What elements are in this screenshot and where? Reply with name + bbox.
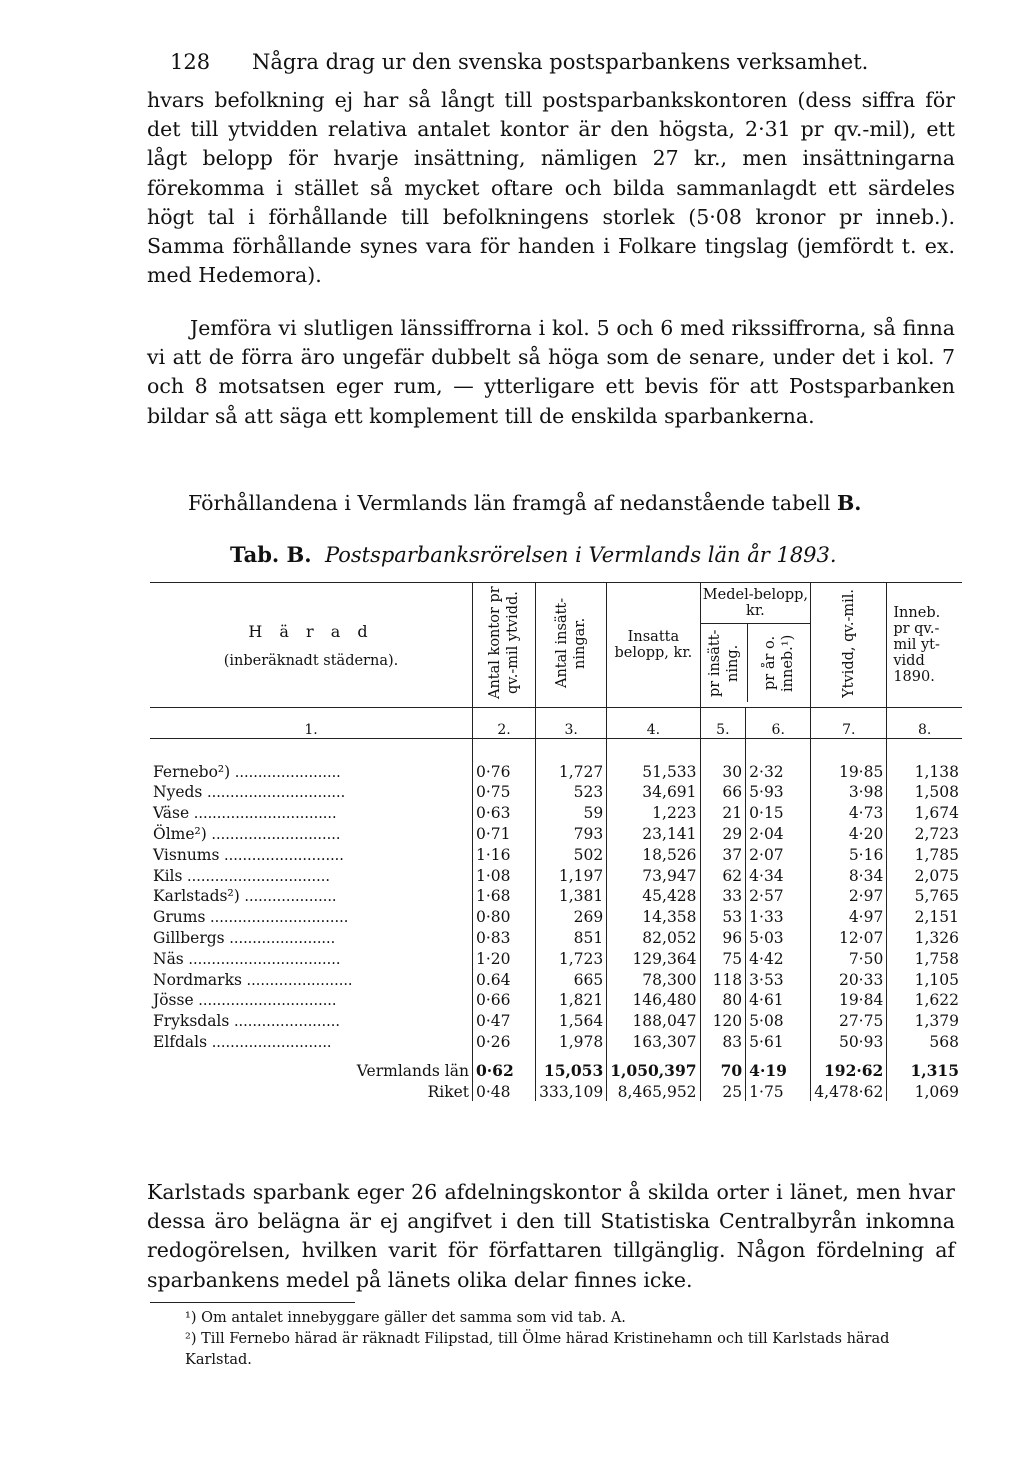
header-medel-label: Medel-belopp, kr. [701,583,811,624]
cell-pr-inneb: 2·04 [746,822,811,843]
cell-ytvidd: 4·73 [811,801,887,822]
header-row [150,583,962,708]
cell-pr-insattning: 70 [700,1051,746,1080]
cell-belopp: 14,358 [607,905,700,926]
harad-name: Karlstads²) .................... [153,887,337,906]
table-caption: Postsparbanksrörelsen i Vermlands län år 1893. [324,543,837,567]
cell-insattningar: 1,564 [536,1009,607,1030]
cell-kontor: 0·62 [472,1051,535,1080]
cell-belopp: 78,300 [607,968,700,989]
cell-ytvidd: 4·20 [811,822,887,843]
cell-inneb-qvmil: 1,379 [887,1009,962,1030]
cell-insattningar: 15,053 [536,1051,607,1080]
cell-kontor: 1·16 [472,843,535,864]
header-harad [150,583,472,708]
cell-ytvidd: 3·98 [811,781,887,802]
header-medel [700,583,811,708]
cell-pr-insattning: 33 [700,885,746,906]
running-title: Några drag ur den svenska postsparbankens verksamhet. [252,50,869,74]
cell-inneb-qvmil: 1,315 [887,1051,962,1080]
cell-insattningar: 851 [536,926,607,947]
cell-inneb-qvmil: 1,758 [887,947,962,968]
col-number: 5. [700,708,746,739]
header-col-2: Antal kontor pr qv.-mil ytvidd. [472,583,535,708]
cell-kontor: 0·66 [472,989,535,1010]
cell-ytvidd: 12·07 [811,926,887,947]
table-intro-ref: B. [836,491,862,515]
cell-belopp: 146,480 [607,989,700,1010]
cell-pr-insattning: 118 [700,968,746,989]
harad-name: Visnums .......................... [153,845,344,864]
cell-pr-insattning: 53 [700,905,746,926]
cell-insattningar: 1,727 [536,760,607,781]
cell-pr-inneb: 4·61 [746,989,811,1010]
cell-ytvidd: 2·97 [811,885,887,906]
header-col-8: Inneb. pr qv.-mil yt-vidd 1890. [887,583,962,708]
table-row [150,843,962,864]
cell-pr-insattning: 21 [700,801,746,822]
cell-kontor: 0·26 [472,1030,535,1051]
cell-kontor: 0·47 [472,1009,535,1030]
total-row [150,1051,962,1080]
cell-ytvidd: 192·62 [811,1051,887,1080]
cell-pr-inneb: 4·42 [746,947,811,968]
cell-insattningar: 1,978 [536,1030,607,1051]
column-number-row [150,708,962,739]
harad-name: Fernebo²) ....................... [153,762,341,781]
cell-pr-inneb: 5·61 [746,1030,811,1051]
paragraph-2: Jemföra vi slutligen länssiffrorna i kol. 5 och 6 med rikssiffrorna, så finna vi att de förra äro ungefär dubbelt så höga som de senare, under det i kol. 7 och 8 motsatsen eger rum, — ytterligare ett bevis för att Postsparbanken bildar så att säga ett komplement till de enskilda sparbankerna. [147,316,955,428]
cell-insattningar: 793 [536,822,607,843]
cell-pr-insattning: 25 [700,1080,746,1101]
harad-name: Fryksdals ....................... [153,1012,340,1031]
cell-pr-insattning: 30 [700,760,746,781]
cell-pr-insattning: 66 [700,781,746,802]
cell-pr-inneb: 0·15 [746,801,811,822]
cell-belopp: 45,428 [607,885,700,906]
cell-inneb-qvmil: 2,075 [887,864,962,885]
cell-kontor: 1·68 [472,885,535,906]
cell-belopp: 82,052 [607,926,700,947]
cell-ytvidd: 5·16 [811,843,887,864]
header-col-3: Antal insätt-ningar. [536,583,607,708]
table-row [150,926,962,947]
harad-name: Kils ............................... [153,866,330,885]
cell-insattningar: 502 [536,843,607,864]
cell-insattningar: 523 [536,781,607,802]
col-number: 8. [887,708,962,739]
cell-pr-insattning: 83 [700,1030,746,1051]
col-number: 7. [811,708,887,739]
cell-kontor: 0·75 [472,781,535,802]
cell-pr-insattning: 37 [700,843,746,864]
table-row [150,864,962,885]
table-row [150,822,962,843]
cell-inneb-qvmil: 5,765 [887,885,962,906]
cell-pr-inneb: 5·08 [746,1009,811,1030]
cell-pr-insattning: 29 [700,822,746,843]
cell-belopp: 73,947 [607,864,700,885]
table-intro-text: Förhållandena i Vermlands län framgå af nedanstående tabell [188,491,831,515]
cell-pr-insattning: 120 [700,1009,746,1030]
header-harad-label: H ä r a d [248,621,374,641]
cell-ytvidd: 8·34 [811,864,887,885]
cell-inneb-qvmil: 1,674 [887,801,962,822]
cell-belopp: 34,691 [607,781,700,802]
table-row [150,1030,962,1051]
total-row [150,1080,962,1101]
harad-name: Elfdals .......................... [153,1032,332,1051]
cell-insattningar: 1,197 [536,864,607,885]
cell-inneb-qvmil: 1,785 [887,843,962,864]
cell-insattningar: 1,381 [536,885,607,906]
table-row [150,801,962,822]
cell-belopp: 163,307 [607,1030,700,1051]
col-number: 3. [536,708,607,739]
cell-kontor: 0.64 [472,968,535,989]
table-label: Tab. B. [230,542,312,567]
harad-name: Vermlands län [356,1061,469,1080]
running-head [170,50,970,74]
cell-inneb-qvmil: 1,326 [887,926,962,947]
harad-name: Nyeds .............................. [153,783,346,802]
cell-belopp: 129,364 [607,947,700,968]
paragraph-3: Karlstads sparbank eger 26 afdelningskontor å skilda orter i länet, men hvar dessa äro belägna är ej angifvet i den till Statistiska Centralbyrån inkomna redogörelsen, hvilken varit för författaren tillgänglig. Någon fördelning af sparbankens medel på länets olika delar finnes icke. [147,1180,955,1292]
harad-name: Riket [427,1082,469,1101]
cell-inneb-qvmil: 1,105 [887,968,962,989]
cell-ytvidd: 27·75 [811,1009,887,1030]
table-title [230,542,837,567]
cell-insattningar: 665 [536,968,607,989]
cell-belopp: 1,223 [607,801,700,822]
harad-name: Väse ............................... [153,804,337,823]
cell-pr-inneb: 5·93 [746,781,811,802]
table-row [150,760,962,781]
cell-pr-inneb: 4·19 [746,1051,811,1080]
cell-pr-inneb: 2·57 [746,885,811,906]
cell-kontor: 1·08 [472,864,535,885]
table-row [150,781,962,802]
harad-name: Näs ................................. [153,949,341,968]
footnotes [147,1308,955,1371]
cell-ytvidd: 20·33 [811,968,887,989]
cell-pr-inneb: 1·33 [746,905,811,926]
cell-insattningar: 1,723 [536,947,607,968]
cell-pr-insattning: 80 [700,989,746,1010]
cell-kontor: 0·80 [472,905,535,926]
cell-kontor: 0·48 [472,1080,535,1101]
footnote-1: ¹) Om antalet innebyggare gäller det samma som vid tab. A. [185,1310,626,1326]
cell-insattningar: 1,821 [536,989,607,1010]
cell-belopp: 23,141 [607,822,700,843]
col-number: 4. [607,708,700,739]
cell-inneb-qvmil: 2,723 [887,822,962,843]
col-number: 1. [304,722,318,738]
header-col-7: Ytvidd, qv.-mil. [811,583,887,708]
data-table [150,582,962,1101]
cell-belopp: 1,050,397 [607,1051,700,1080]
cell-kontor: 0·83 [472,926,535,947]
page-number: 128 [170,50,211,74]
cell-ytvidd: 4,478·62 [811,1080,887,1101]
cell-inneb-qvmil: 568 [887,1030,962,1051]
col-number: 2. [472,708,535,739]
table-row [150,989,962,1010]
cell-pr-inneb: 3·53 [746,968,811,989]
cell-kontor: 1·20 [472,947,535,968]
col-number: 6. [746,708,811,739]
header-harad-sub: (inberäknadt städerna). [223,652,399,669]
cell-pr-inneb: 4·34 [746,864,811,885]
harad-name: Grums .............................. [153,908,349,927]
cell-inneb-qvmil: 1,138 [887,760,962,781]
cell-ytvidd: 19·85 [811,760,887,781]
harad-name: Gillbergs ....................... [153,928,336,947]
cell-pr-inneb: 1·75 [746,1080,811,1101]
harad-name: Ölme²) ............................ [153,824,341,843]
header-col-5: pr insätt-ning. [706,629,741,697]
cell-belopp: 51,533 [607,760,700,781]
cell-ytvidd: 19·84 [811,989,887,1010]
cell-pr-inneb: 2·07 [746,843,811,864]
table-row [150,1009,962,1030]
cell-insattningar: 269 [536,905,607,926]
cell-ytvidd: 50·93 [811,1030,887,1051]
cell-pr-insattning: 96 [700,926,746,947]
cell-inneb-qvmil: 2,151 [887,905,962,926]
header-col-4: Insatta belopp, kr. [607,583,700,708]
cell-inneb-qvmil: 1,069 [887,1080,962,1101]
cell-kontor: 0·63 [472,801,535,822]
header-col-6: pr år o. inneb.¹) [761,634,796,692]
harad-name: Nordmarks ....................... [153,970,353,989]
footnote-2: ²) Till Fernebo härad är räknadt Filipstad, till Ölme härad Kristinehamn och till Karlstads härad Karlstad. [185,1331,890,1368]
footnote-rule [150,1302,355,1303]
cell-inneb-qvmil: 1,508 [887,781,962,802]
cell-belopp: 8,465,952 [607,1080,700,1101]
cell-belopp: 188,047 [607,1009,700,1030]
cell-inneb-qvmil: 1,622 [887,989,962,1010]
cell-kontor: 0·76 [472,760,535,781]
table-intro [188,491,861,515]
cell-pr-inneb: 2·32 [746,760,811,781]
cell-pr-insattning: 62 [700,864,746,885]
cell-belopp: 18,526 [607,843,700,864]
cell-pr-insattning: 75 [700,947,746,968]
table-row [150,885,962,906]
cell-insattningar: 59 [536,801,607,822]
cell-ytvidd: 4·97 [811,905,887,926]
table-row [150,968,962,989]
table-row [150,947,962,968]
paragraph-1: hvars befolkning ej har så långt till postsparbankskontoren (dess siffra för det till ytvidden relativa antalet kontor är den högsta, 2·31 pr qv.-mil), ett lågt belopp för hvarje insättning, nämligen 27 kr., men insättningarna förekomma i stället så mycket oftare och bilda sammanlagdt ett särdeles högt tal i förhållande till befolkningens storlek (5·08 kronor pr inneb.). Samma förhållande synes vara för handen i Folkare tingslag (jemfördt t. ex. med Hedemora). [147,88,955,288]
table-row [150,905,962,926]
cell-insattningar: 333,109 [536,1080,607,1101]
cell-ytvidd: 7·50 [811,947,887,968]
cell-pr-inneb: 5·03 [746,926,811,947]
cell-kontor: 0·71 [472,822,535,843]
harad-name: Jösse .............................. [153,991,337,1010]
